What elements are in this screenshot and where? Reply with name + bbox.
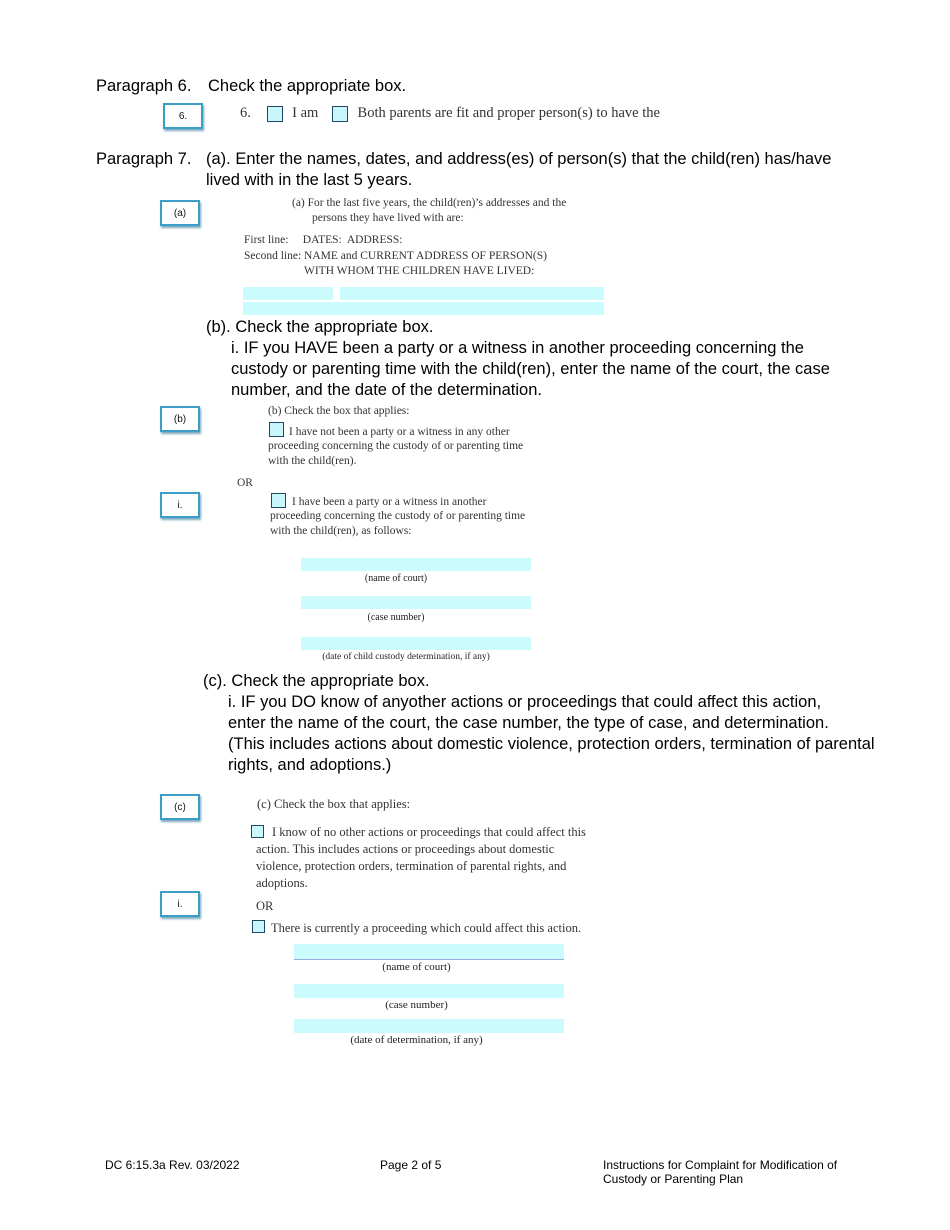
form-a-line2: persons they have lived with are: [312,212,464,224]
p7c-i-line1: i. IF you DO know of anyother actions or proceedings that could affect this action, [228,693,822,711]
form-c-or: OR [256,899,274,913]
p7c-heading: (c). Check the appropriate box. [203,672,430,690]
form-c-opt1-l2: action. This includes actions or proceedings about domestic [256,842,555,856]
form-b-date-field[interactable] [301,637,531,650]
form-b-opt2-l1: I have been a party or a witness in another [292,496,487,508]
form-c-case-field[interactable] [294,984,564,998]
form-c-heading: (c) Check the box that applies: [257,797,411,811]
form-b-opt1-l2: proceeding concerning the custody of or parenting time [268,440,524,452]
form-b-court-caption: (name of court) [364,573,428,584]
form-c-opt1-l1: I know of no other actions or proceedings that could affect this [272,825,586,839]
p7c-i-line3: (This includes actions about domestic violence, protection orders, termination of parental [228,735,875,753]
marker-6 [163,103,203,129]
form-b-heading: (b) Check the box that applies: [268,405,410,417]
form-b-opt2-l2: proceeding concerning the custody of or parenting time [270,510,526,522]
marker-a-text: (a) [173,207,187,219]
p7b-i-line1: i. IF you HAVE been a party or a witness in another proceeding concerning the [231,339,804,357]
marker-c-text: (c) [174,801,186,813]
marker-6-text: 6. [178,110,188,122]
form-c-court-caption: (name of court) [382,961,451,973]
form-6-number: 6. [240,105,251,121]
form-6-opt1: I am [292,105,319,121]
form-c-checkbox-2[interactable] [252,920,265,933]
form-6-checkbox-1[interactable] [267,106,283,122]
form-b-opt1-l1: I have not been a party or a witness in any other [289,426,510,438]
p7c-i-line2: enter the name of the court, the case number, the type of case, and determination. [228,714,829,732]
form-6-opt2: Both parents are fit and proper person(s) to have the [357,105,660,121]
form-c-checkbox-1[interactable] [251,825,264,838]
marker-b-text: (b) [173,413,187,425]
form-b-date-caption: (date of child custody determination, if any) [322,652,490,662]
form-c-case-caption: (case number) [385,999,448,1011]
form-b-or: OR [237,477,253,489]
form-c-date-field[interactable] [294,1019,564,1033]
marker-c-i-text: i. [177,898,183,910]
form-a-name-field[interactable] [243,302,604,315]
p7a-line1: (a). Enter the names, dates, and address(es) of person(s) that the child(ren) has/have [206,150,832,168]
marker-b [160,406,200,432]
marker-b-i-text: i. [177,499,183,511]
p7c-i-line4: rights, and adoptions.) [228,756,392,774]
form-b-case-caption: (case number) [367,612,425,623]
form-b-opt1-l3: with the child(ren). [268,455,357,467]
form-c-opt1-l4: adoptions. [256,876,308,890]
p7b-i-line2: custody or parenting time with the child(ren), enter the name of the court, the case [231,360,830,378]
form-b-court-field[interactable] [301,558,531,571]
footer-page-number: Page 2 of 5 [380,1158,442,1172]
form-b-case-field[interactable] [301,596,531,609]
form-a-second-line: Second line: NAME and CURRENT ADDRESS OF PERSON(S) [244,250,547,262]
form-6-checkbox-2[interactable] [332,106,348,122]
form-c-opt1-l3: violence, protection orders, termination of parental rights, and [256,859,567,873]
form-a-line1: (a) For the last five years, the child(ren)’s addresses and the [292,197,567,209]
p7b-heading: (b). Check the appropriate box. [206,318,434,336]
form-c-opt2: There is currently a proceeding which could affect this action. [271,921,582,935]
form-c-date-caption: (date of determination, if any) [350,1034,483,1046]
marker-a [160,200,200,226]
form-b-checkbox-1[interactable] [269,422,284,437]
form-a-address-field[interactable] [340,287,604,300]
footer-form-id: DC 6:15.3a Rev. 03/2022 [105,1158,240,1172]
form-c-court-field[interactable] [294,944,564,960]
form-excerpt-6 [240,104,680,130]
form-a-second-line-2: WITH WHOM THE CHILDREN HAVE LIVED: [304,265,535,277]
p7a-line2: lived with in the last 5 years. [206,171,413,189]
paragraph-6-instruction: Check the appropriate box. [208,77,407,95]
marker-c-i [160,891,200,917]
form-b-checkbox-2[interactable] [271,493,286,508]
marker-b-i [160,492,200,518]
form-b-opt2-l3: with the child(ren), as follows: [270,525,412,537]
paragraph-7-label: Paragraph 7. [96,150,192,168]
footer-title-line2: Custody or Parenting Plan [603,1172,744,1186]
footer-title-line1: Instructions for Complaint for Modification of [603,1158,838,1172]
p7b-i-line3: number, and the date of the determination. [231,381,542,399]
form-a-dates-field[interactable] [243,287,333,300]
form-a-first-line: First line: DATES: ADDRESS: [244,234,403,246]
marker-c [160,794,200,820]
paragraph-6-label: Paragraph 6. [96,77,192,95]
